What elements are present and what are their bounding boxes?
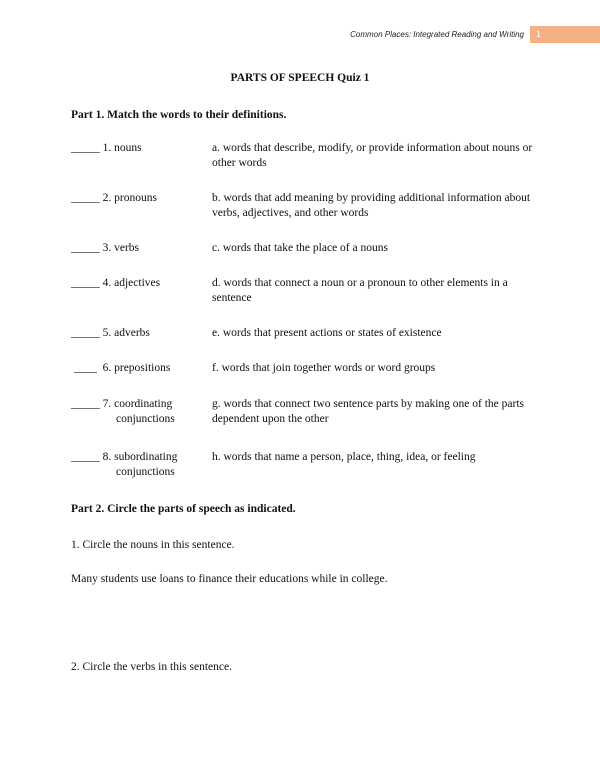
- term: _____ 5. adverbs: [71, 327, 150, 339]
- definition: e. words that present actions or states of existence: [212, 327, 442, 339]
- definition: b. words that add meaning by providing additional information about verbs, adjectives, and other words: [212, 192, 531, 219]
- definition: d. words that connect a noun or a pronoun to other elements in a sentence: [212, 277, 508, 304]
- term: _____ 4. adjectives: [71, 277, 161, 289]
- definition: f. words that join together words or word groups: [212, 362, 436, 374]
- question-1-prompt: 1. Circle the nouns in this sentence.: [71, 539, 235, 551]
- page-number-badge: 1: [530, 26, 600, 43]
- question-1-sentence: Many students use loans to finance their educations while in college.: [71, 573, 388, 585]
- part2-heading: Part 2. Circle the parts of speech as indicated.: [71, 503, 296, 515]
- term: _____ 7. coordinating conjunctions: [71, 398, 175, 425]
- definition: c. words that take the place of a nouns: [212, 242, 388, 254]
- running-header: Common Places: Integrated Reading and Writing: [350, 30, 524, 39]
- term: _____ 3. verbs: [71, 242, 140, 254]
- definition: a. words that describe, modify, or provide information about nouns or other words: [212, 142, 533, 169]
- part1-heading: Part 1. Match the words to their definitions.: [71, 109, 287, 121]
- term: _____ 1. nouns: [71, 142, 142, 154]
- term: _____ 8. subordinating conjunctions: [71, 451, 178, 478]
- term: ____ 6. prepositions: [71, 362, 171, 374]
- term: _____ 2. pronouns: [71, 192, 157, 204]
- definition: g. words that connect two sentence parts by making one of the parts dependent upon the other: [212, 398, 525, 425]
- definition: h. words that name a person, place, thing, idea, or feeling: [212, 451, 476, 463]
- quiz-title: PARTS OF SPEECH Quiz 1: [230, 72, 370, 84]
- question-2-prompt: 2. Circle the verbs in this sentence.: [71, 661, 232, 673]
